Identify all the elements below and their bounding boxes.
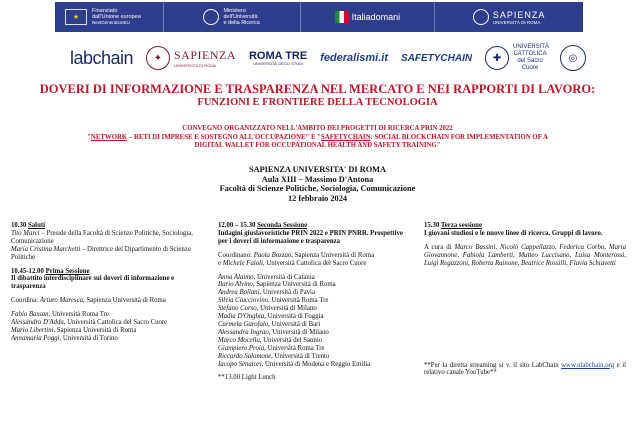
speaker-aff: , Università Roma Tre bbox=[264, 344, 325, 352]
federalismi-logo bbox=[320, 52, 388, 64]
list-item bbox=[218, 329, 414, 337]
labchain-text: labchain bbox=[70, 47, 134, 68]
coord-aff: , Sapienza Università di Roma bbox=[291, 251, 375, 259]
saluti-speaker-1 bbox=[11, 230, 207, 246]
cattolica-seal-icon: ✚ bbox=[485, 46, 509, 70]
speaker-name: Riccardo Salomone bbox=[218, 352, 272, 360]
speaker-aff: , Università Roma Tre bbox=[48, 311, 109, 319]
list-item bbox=[218, 274, 414, 282]
sapienza-logo bbox=[146, 46, 236, 70]
speaker-aff: , Università di Modena e Reggio Emilia bbox=[261, 360, 371, 368]
session2-time: 12.00 – 15.30 bbox=[218, 222, 258, 229]
convegno-line2 bbox=[0, 134, 635, 143]
session2-heading bbox=[218, 222, 414, 230]
eu-line3: NextGenerationEU bbox=[92, 20, 130, 25]
session2-coordinator-2 bbox=[218, 260, 414, 268]
list-item bbox=[218, 321, 414, 329]
list-item bbox=[218, 305, 414, 313]
saluti-time: 10.30 bbox=[11, 222, 28, 229]
italy-tricolor-icon bbox=[335, 11, 349, 23]
cattolica-logo bbox=[485, 44, 550, 72]
federalismi-text: federalismi.it bbox=[320, 52, 389, 64]
mur-line3: e della Ricerca bbox=[223, 20, 260, 26]
sapienza-banner-text: SAPIENZA bbox=[492, 9, 546, 20]
saluti-label: Saluti bbox=[28, 222, 45, 229]
sapienza-seal-icon bbox=[473, 9, 489, 25]
labchain-logo bbox=[70, 48, 133, 69]
safetychain-link: SAFETYCHAIN bbox=[321, 133, 371, 141]
sapienza-banner-sub: UNIVERSITÀ DI ROMA bbox=[492, 19, 541, 25]
speaker-name: Fabio Bassan bbox=[11, 311, 49, 319]
funding-banner bbox=[55, 2, 583, 32]
program-column-2 bbox=[218, 222, 414, 382]
streaming-text-tail: e il relativo canale YouTube** bbox=[424, 361, 626, 377]
romatre-sub: UNIVERSITÀ DEGLI STUDI bbox=[252, 60, 304, 66]
speaker-aff: , Sapienza Università di Roma bbox=[252, 281, 336, 289]
convegno-block bbox=[0, 125, 635, 151]
convegno-mid: – RETI DI IMPRESE E SOSTEGNO ALL'OCCUPAZIONE" E " bbox=[127, 133, 321, 141]
speaker-aff: , Università di Bari bbox=[268, 320, 321, 328]
session3-heading bbox=[424, 222, 626, 230]
list-item bbox=[218, 345, 414, 353]
speaker-name: Alessandra Ingrao bbox=[218, 328, 269, 336]
list-item bbox=[218, 353, 414, 361]
speaker-aff: , Università di Trento bbox=[271, 352, 330, 360]
coord-conj: e bbox=[218, 259, 223, 267]
session1-speaker-list bbox=[11, 311, 207, 343]
speaker-role: – Direttrice del Dipartimento di Scienze Politiche bbox=[11, 245, 191, 261]
saluti-speaker-2 bbox=[11, 246, 207, 262]
list-item bbox=[218, 361, 414, 369]
session3-title: I giovani studiosi e le nuove linee di ricerca. Gruppi di lavoro. bbox=[424, 229, 603, 237]
eu-line1: Finanziato bbox=[92, 8, 118, 14]
list-item bbox=[218, 297, 414, 305]
coord-name: Arturo Maresca bbox=[39, 297, 83, 305]
session3-label: Terza sessione bbox=[440, 222, 482, 229]
list-item bbox=[218, 281, 414, 289]
speaker-aff: , Università di Milano bbox=[256, 305, 317, 313]
streaming-text: **Per la diretta streaming si v. il sito LabChain bbox=[424, 361, 562, 369]
labchain-website-link[interactable]: www.ulabchain.org bbox=[561, 361, 615, 369]
eu-line2: dall'Unione europea bbox=[92, 14, 141, 20]
convegno-line1: CONVEGNO ORGANIZZATO NELL'AMBITO DEI PROGETTI DI RICERCA PRIN 2022 bbox=[182, 125, 453, 132]
speaker-name: Iacopo Senatori bbox=[218, 360, 262, 368]
safetychain-text: SAFETYCHAIN bbox=[400, 52, 473, 64]
eu-flag-icon: ★ bbox=[65, 9, 87, 25]
venue-faculty: Facoltà di Scienze Politiche, Sociologia, Comunicazione bbox=[219, 184, 416, 193]
coord-label: Coordina: bbox=[11, 297, 40, 305]
speaker-name: Marco Mocella bbox=[218, 336, 260, 344]
convegno-tail: : SOCIAL BLOCKCHAIN FOR IMPLEMENTATION OF A bbox=[370, 133, 548, 141]
speaker-aff: , Università di Foggia bbox=[264, 313, 324, 321]
saluti-heading bbox=[11, 222, 207, 230]
speaker-aff: , Università del Sannio bbox=[259, 336, 323, 344]
romatre-logo bbox=[249, 51, 307, 66]
curators-names: Marco Bassini, Nicolò Cappellazzo, Federica Corbo, Maria Giovannone, Fabiola Lamberti, Matteo Luccisano, Luisa Monterossi, Luigi Regazzoni, Roberta Rainone, Beatrice Rossilli, Flavia Schiavetti bbox=[424, 243, 626, 267]
speaker-aff: , Università Cattolica del Sacro Cuore bbox=[63, 319, 168, 327]
session1-label: Prima Sessione bbox=[45, 267, 90, 275]
speaker-name: Tito Marci bbox=[11, 229, 40, 237]
list-item bbox=[11, 327, 207, 335]
speaker-name: Andrea Bollani bbox=[218, 289, 260, 297]
sapienza-logo-text: SAPIENZA bbox=[174, 48, 237, 62]
session2-label: Seconda Sessione bbox=[257, 222, 308, 229]
mur-line1: Ministero bbox=[223, 8, 246, 14]
safetychain-logo bbox=[401, 53, 472, 64]
venue-block bbox=[0, 165, 635, 203]
venue-date: 12 febbraio 2024 bbox=[288, 193, 347, 203]
cattolica-text: UNIVERSITÀ CATTOLICA del Sacro Cuore bbox=[513, 44, 550, 71]
speaker-name: Silvia Ciucciovino bbox=[218, 297, 269, 305]
list-item bbox=[218, 337, 414, 345]
session2-title: Indagini giuslavoristiche PRIN 2022 e PRIN PNRR. Prospettive per i doveri di informazione e trasparenza bbox=[218, 229, 403, 245]
coord-aff: , Università Cattolica del Sacro Cuore bbox=[262, 259, 367, 267]
page-subtitle: FUNZIONI E FRONTIERE DELLA TECNOLOGIA bbox=[197, 97, 438, 108]
streaming-note bbox=[424, 362, 626, 378]
italiadomani-text: Italiadomani bbox=[351, 12, 401, 22]
list-item bbox=[11, 311, 207, 319]
sapienza-seal-icon: ✦ bbox=[146, 46, 170, 70]
mur-line2: dell'Università bbox=[223, 14, 258, 20]
speaker-aff: , Università di Pavia bbox=[259, 289, 315, 297]
coord-label: Coordinano: bbox=[218, 251, 254, 259]
speaker-aff: , Sapienza Università di Roma bbox=[53, 326, 137, 334]
round-emblem-logo bbox=[560, 45, 590, 71]
coord-name: Michele Faioli bbox=[222, 259, 263, 267]
lunch-note: **13.00 Light Lunch bbox=[218, 374, 276, 382]
network-link: NETWORK bbox=[90, 133, 128, 141]
session1-title: Il dibattito interdisciplinare sui doveri di informazione e trasparenza bbox=[11, 275, 175, 291]
session3-time: 15.30 bbox=[424, 222, 441, 229]
program-column-3 bbox=[424, 222, 626, 377]
speaker-name: Annamaria Poggi bbox=[11, 334, 60, 342]
venue-room: Aula XIII – Massimo D'Antona bbox=[261, 174, 374, 184]
session1-coordinator bbox=[11, 297, 207, 305]
speaker-name: Mario Libertini bbox=[11, 326, 54, 334]
speaker-aff: , Università di Torino bbox=[59, 334, 118, 342]
speaker-name: Giampiero Proia bbox=[218, 344, 265, 352]
speaker-aff: , Università Roma Tre bbox=[268, 297, 329, 305]
coord-name: Paola Bozzao bbox=[253, 251, 292, 259]
speaker-name: Anna Alaimo bbox=[218, 273, 254, 281]
program-column-1 bbox=[11, 222, 207, 343]
speaker-role: – Preside della Facoltà di Scienze Politiche, Sociologia, Comunicazione bbox=[11, 229, 193, 245]
session1-heading bbox=[11, 268, 207, 276]
romatre-text: ROMA TRE bbox=[248, 49, 308, 62]
session2-coordinators bbox=[218, 252, 414, 260]
quote-open: " bbox=[87, 133, 91, 141]
list-item bbox=[218, 313, 414, 321]
coord-aff: , Sapienza Università di Roma bbox=[83, 297, 166, 305]
speaker-name: Stefano Corso bbox=[218, 305, 257, 313]
speaker-name: Alessandro D'Adda bbox=[11, 319, 64, 327]
speaker-name: Maria Cristina Marchetti bbox=[11, 245, 81, 253]
republic-emblem-icon bbox=[203, 9, 219, 25]
speaker-name: Madia D'Onghia bbox=[218, 313, 265, 321]
speaker-name: Ilario Alvino bbox=[218, 281, 253, 289]
mur-logo bbox=[164, 2, 301, 32]
session2-speaker-list bbox=[218, 274, 414, 369]
speaker-name: Carmela Garofalo bbox=[218, 320, 269, 328]
session1-time: 10.45-12.00 bbox=[11, 267, 46, 275]
sapienza-banner-logo bbox=[435, 2, 583, 32]
venue-university: SAPIENZA UNIVERSITA' DI ROMA bbox=[249, 165, 386, 174]
curators-label: A cura di bbox=[424, 243, 455, 251]
speaker-aff: , Università di Catania bbox=[253, 273, 315, 281]
emblem-icon: ◎ bbox=[560, 45, 586, 71]
page-title: DOVERI DI INFORMAZIONE E TRASPARENZA NEL MERCATO E NEI RAPPORTI DI LAVORO: bbox=[39, 82, 596, 96]
eu-funding-logo bbox=[55, 2, 164, 32]
speaker-aff: , Università di Milano bbox=[268, 328, 329, 336]
italiadomani-logo bbox=[301, 2, 436, 32]
sapienza-logo-sub: UNIVERSITÀ DI ROMA bbox=[174, 63, 217, 68]
list-item bbox=[11, 319, 207, 327]
list-item bbox=[218, 289, 414, 297]
session3-curators bbox=[424, 244, 626, 268]
list-item bbox=[11, 335, 207, 343]
convegno-line3: DIGITAL WALLET FOR OCCUPATIONAL HEALTH AND SAFETY TRAINING" bbox=[194, 142, 441, 149]
partner-logos bbox=[70, 40, 590, 76]
